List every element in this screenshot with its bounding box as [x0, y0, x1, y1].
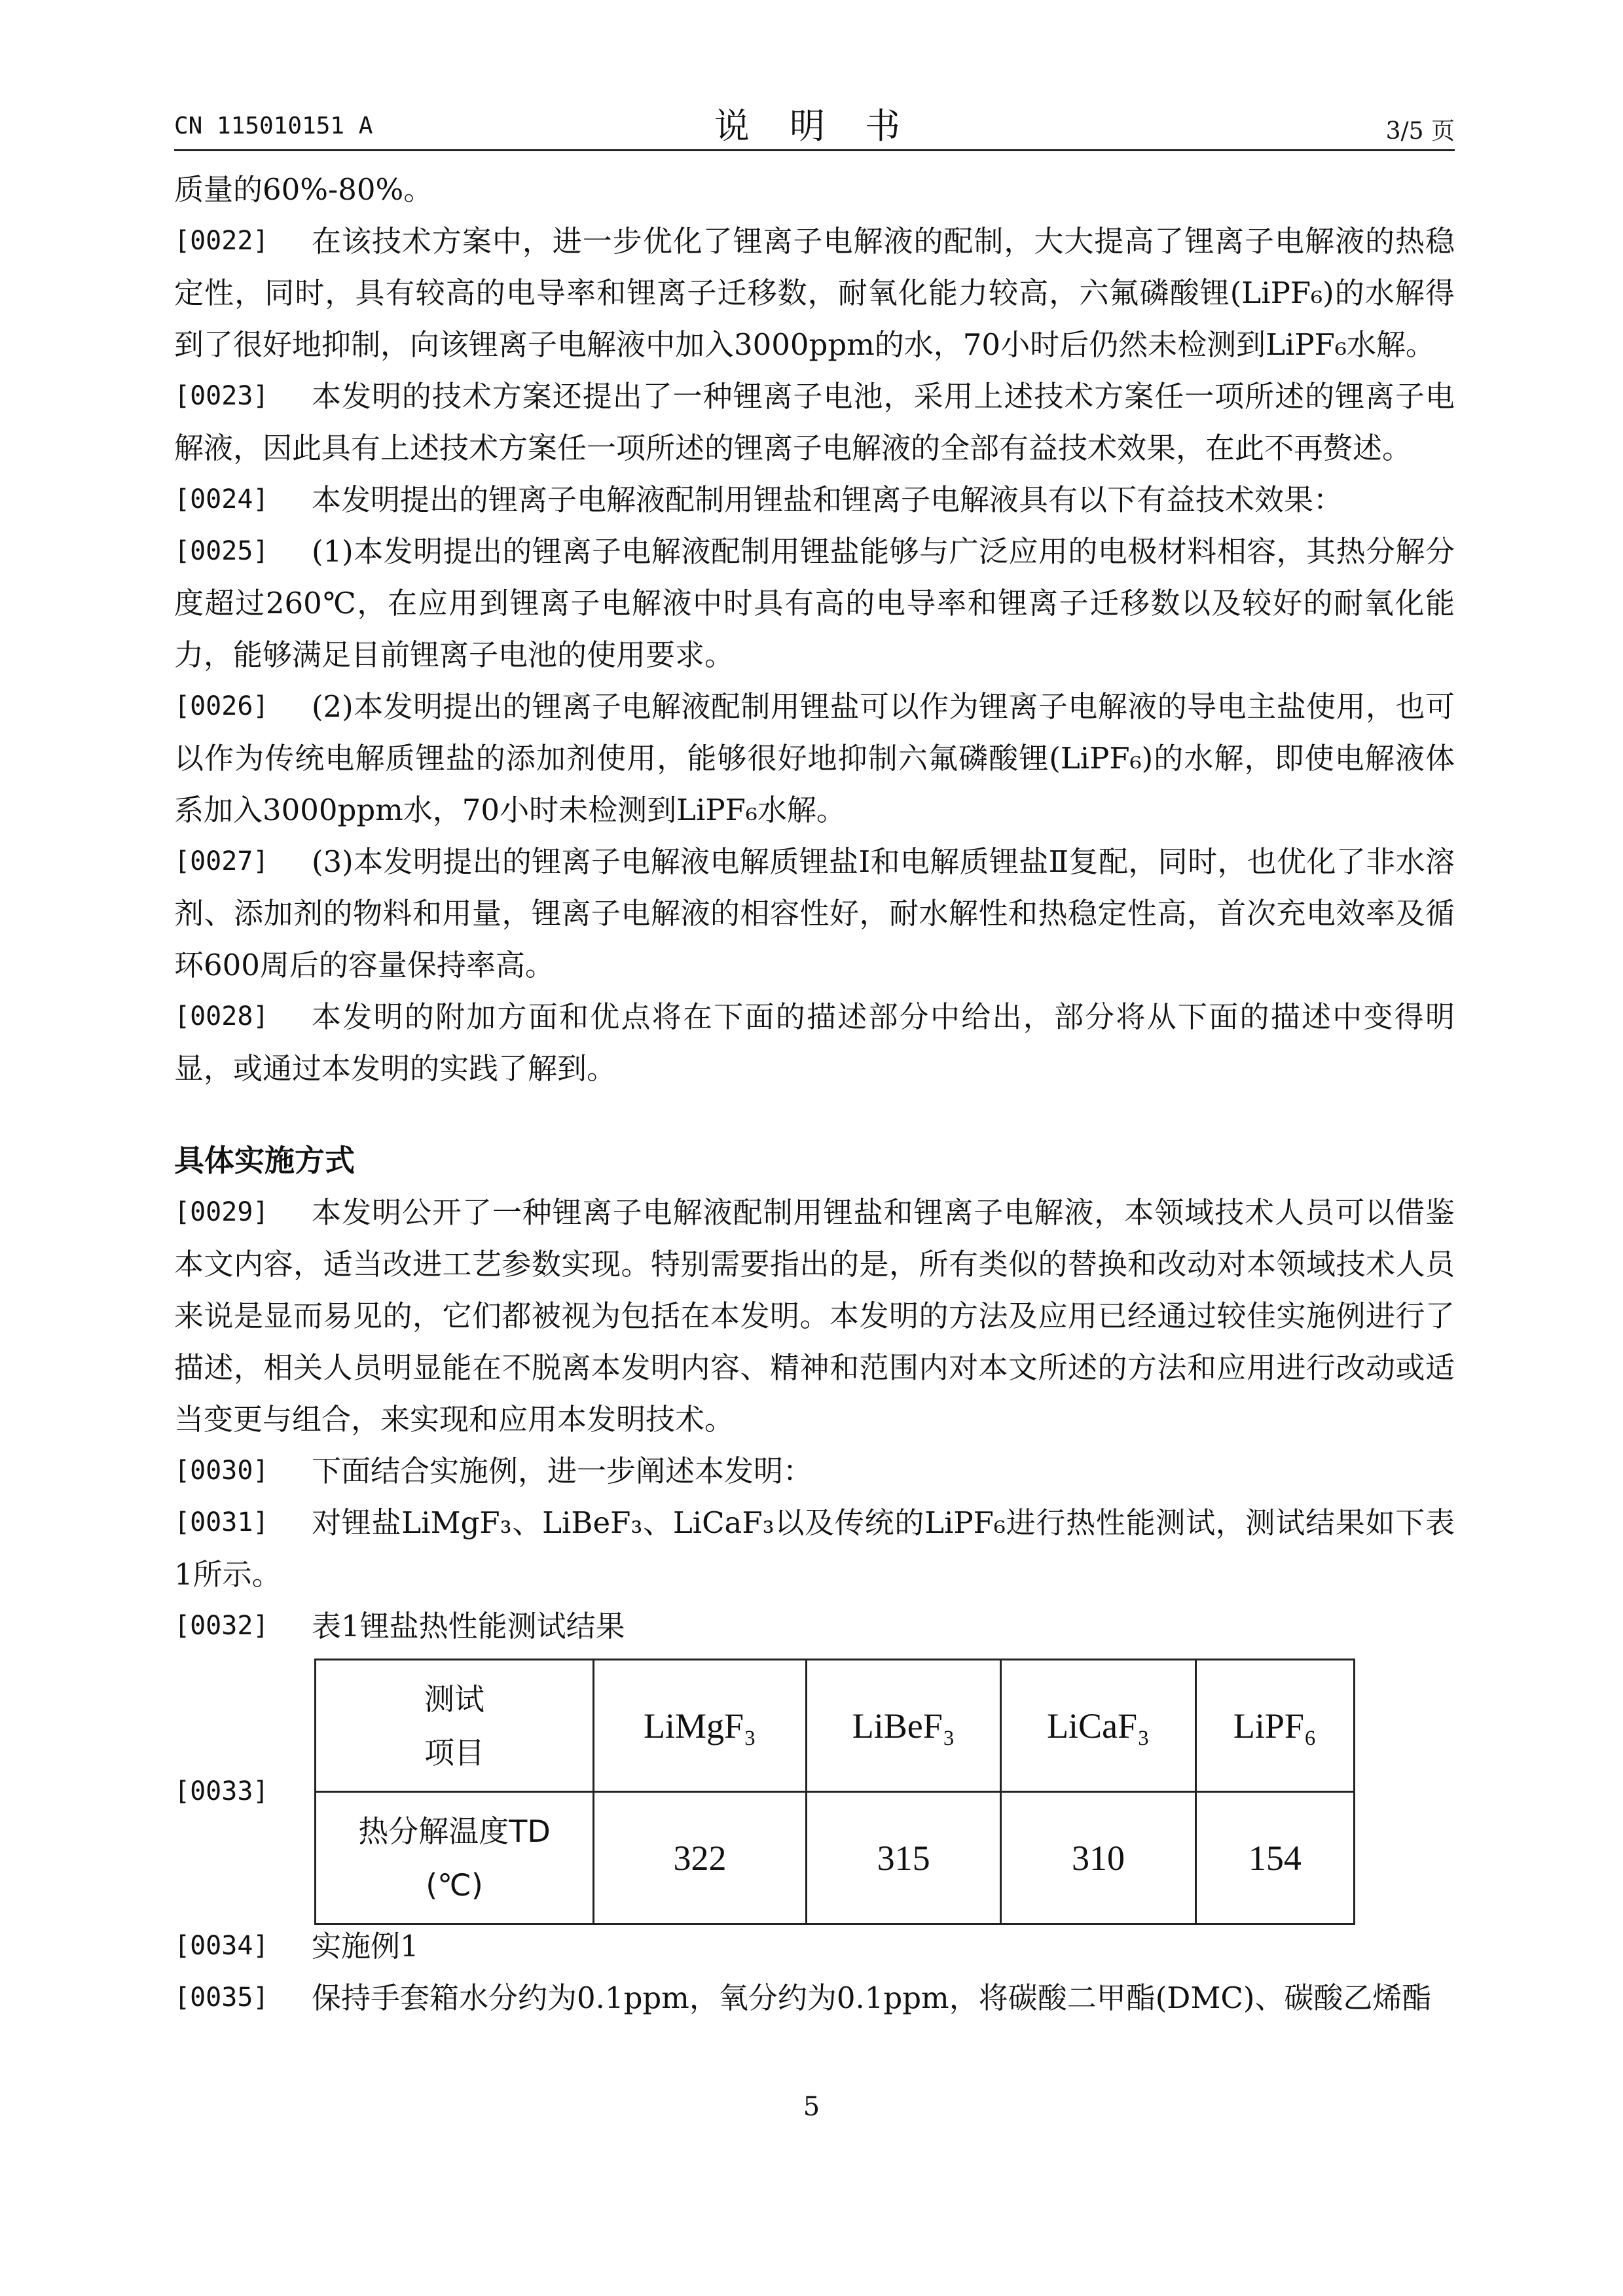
table-caption: 表1锂盐热性能测试结果	[312, 1609, 625, 1643]
page-indicator: 3/5 页	[1385, 118, 1455, 145]
thermal-performance-table	[314, 1659, 1355, 1925]
paragraph-text: (2)本发明提出的锂离子电解液配制用锂盐可以作为锂离子电解液的导电主盐使用，也可以作为传统电解质锂盐的添加剂使用，能够很好地抑制六氟磷酸锂(LiPF₆)的水解，即使电解液体系加入3000ppm水，70小时未检测到LiPF₆水解。	[174, 689, 1455, 827]
document-title: 说 明 书	[714, 105, 915, 147]
page-number: 5	[803, 2092, 820, 2122]
paragraph-0024	[174, 474, 1455, 526]
paragraph-number: [0032]	[174, 1611, 269, 1641]
section-heading: 具体实施方式	[174, 1143, 355, 1178]
paragraph-number: [0033]	[174, 1776, 269, 1806]
paragraph-number: [0027]	[174, 846, 269, 876]
paragraph-number: [0026]	[174, 691, 269, 721]
table-cell: 315	[806, 1792, 1000, 1924]
column-header: LiMgF₃	[594, 1660, 807, 1792]
page-header	[174, 98, 1455, 151]
paragraph-0030	[174, 1445, 1455, 1497]
column-header: LiCaF₃	[1001, 1660, 1195, 1792]
paragraph-number: [0030]	[174, 1456, 269, 1486]
table-cell: 322	[594, 1792, 807, 1924]
paragraph-0031	[174, 1497, 1455, 1600]
paragraph-text: 质量的60%-80%。	[174, 172, 433, 207]
paragraph-number: [0025]	[174, 536, 269, 566]
paragraph-text: (1)本发明提出的锂离子电解液配制用锂盐能够与广泛应用的电极材料相容，其热分解分度超过260℃，在应用到锂离子电解液中时具有高的电导率和锂离子迁移数以及较好的耐氧化能力，能够满足目前锂离子电池的使用要求。	[174, 534, 1455, 672]
row-label-line: 热分解温度TD	[358, 1813, 551, 1849]
paragraph-0028	[174, 991, 1455, 1094]
paragraph-number: [0035]	[174, 1982, 269, 2013]
paragraph-0032	[174, 1600, 1455, 1652]
paragraph-number: [0029]	[174, 1197, 269, 1227]
column-header: LiBeF₃	[806, 1660, 1000, 1792]
paragraph-0025	[174, 526, 1455, 681]
paragraph-number: [0034]	[174, 1931, 269, 1961]
header-label-cell	[316, 1660, 594, 1792]
paragraph-number: [0031]	[174, 1507, 269, 1537]
paragraph-0035	[174, 1972, 1455, 2024]
paragraph-text: 在该技术方案中，进一步优化了锂离子电解液的配制，大大提高了锂离子电解液的热稳定性，同时，具有较高的电导率和锂离子迁移数，耐氧化能力较高，六氟磷酸锂(LiPF₆)的水解得到了很好地抑制，向该锂离子电解液中加入3000ppm的水，70小时后仍然未检测到LiPF₆水解。	[174, 224, 1455, 362]
paragraph-number: [0023]	[174, 381, 269, 411]
paragraph-text: 实施例1	[312, 1929, 419, 1964]
paragraph-text: 本发明的技术方案还提出了一种锂离子电池，采用上述技术方案任一项所述的锂离子电解液，因此具有上述技术方案任一项所述的锂离子电解液的全部有益技术效果，在此不再赘述。	[174, 379, 1455, 465]
header-label-line: 项目	[424, 1734, 484, 1770]
paragraph-text: 对锂盐LiMgF₃、LiBeF₃、LiCaF₃以及传统的LiPF₆进行热性能测试，测试结果如下表1所示。	[174, 1505, 1455, 1592]
table-row	[316, 1792, 1355, 1924]
column-header: LiPF₆	[1195, 1660, 1354, 1792]
table-cell: 154	[1195, 1792, 1354, 1924]
paragraph-0029	[174, 1187, 1455, 1445]
paragraph-0023	[174, 370, 1455, 474]
paragraph-text: 保持手套箱水分约为0.1ppm，氧分约为0.1ppm，将碳酸二甲酯(DMC)、碳酸乙烯酯	[312, 1981, 1432, 2015]
paragraph-0022	[174, 215, 1455, 370]
header-label-line: 测试	[424, 1681, 484, 1717]
paragraph-text: 下面结合实施例，进一步阐述本发明：	[312, 1454, 813, 1488]
paragraph-0027	[174, 836, 1455, 991]
paragraph-text: 本发明公开了一种锂离子电解液配制用锂盐和锂离子电解液，本领域技术人员可以借鉴本文内容，适当改进工艺参数实现。特别需要指出的是，所有类似的替换和改动对本领域技术人员来说是显而易见的，它们都被视为包括在本发明。本发明的方法及应用已经通过较佳实施例进行了描述，相关人员明显能在不脱离本发明内容、精神和范围内对本文所述的方法和应用进行改动或适当变更与组合，来实现和应用本发明技术。	[174, 1195, 1455, 1437]
page-body	[174, 164, 1455, 2024]
header-rule	[174, 149, 1455, 151]
paragraph-continuation	[174, 164, 1455, 215]
row-label-line: (℃)	[426, 1867, 483, 1903]
paragraph-0026	[174, 681, 1455, 836]
row-label-cell	[316, 1792, 594, 1924]
paragraph-text: 本发明的附加方面和优点将在下面的描述部分中给出，部分将从下面的描述中变得明显，或通过本发明的实践了解到。	[174, 999, 1455, 1086]
paragraph-number: [0022]	[174, 226, 269, 256]
paragraph-number: [0024]	[174, 484, 269, 514]
table-cell: 310	[1001, 1792, 1195, 1924]
publication-number: CN 115010151 A	[174, 113, 373, 139]
table-header-row	[316, 1660, 1355, 1792]
paragraph-0034	[174, 1920, 1455, 1972]
paragraph-text: 本发明提出的锂离子电解液配制用锂盐和锂离子电解液具有以下有益技术效果：	[312, 482, 1343, 517]
paragraph-text: (3)本发明提出的锂离子电解液电解质锂盐Ⅰ和电解质锂盐Ⅱ复配，同时，也优化了非水溶剂、添加剂的物料和用量，锂离子电解液的相容性好，耐水解性和热稳定性高，首次充电效率及循环600周后的容量保持率高。	[174, 844, 1455, 982]
paragraph-number: [0028]	[174, 1001, 269, 1031]
paragraph-0033	[174, 1659, 1455, 1920]
